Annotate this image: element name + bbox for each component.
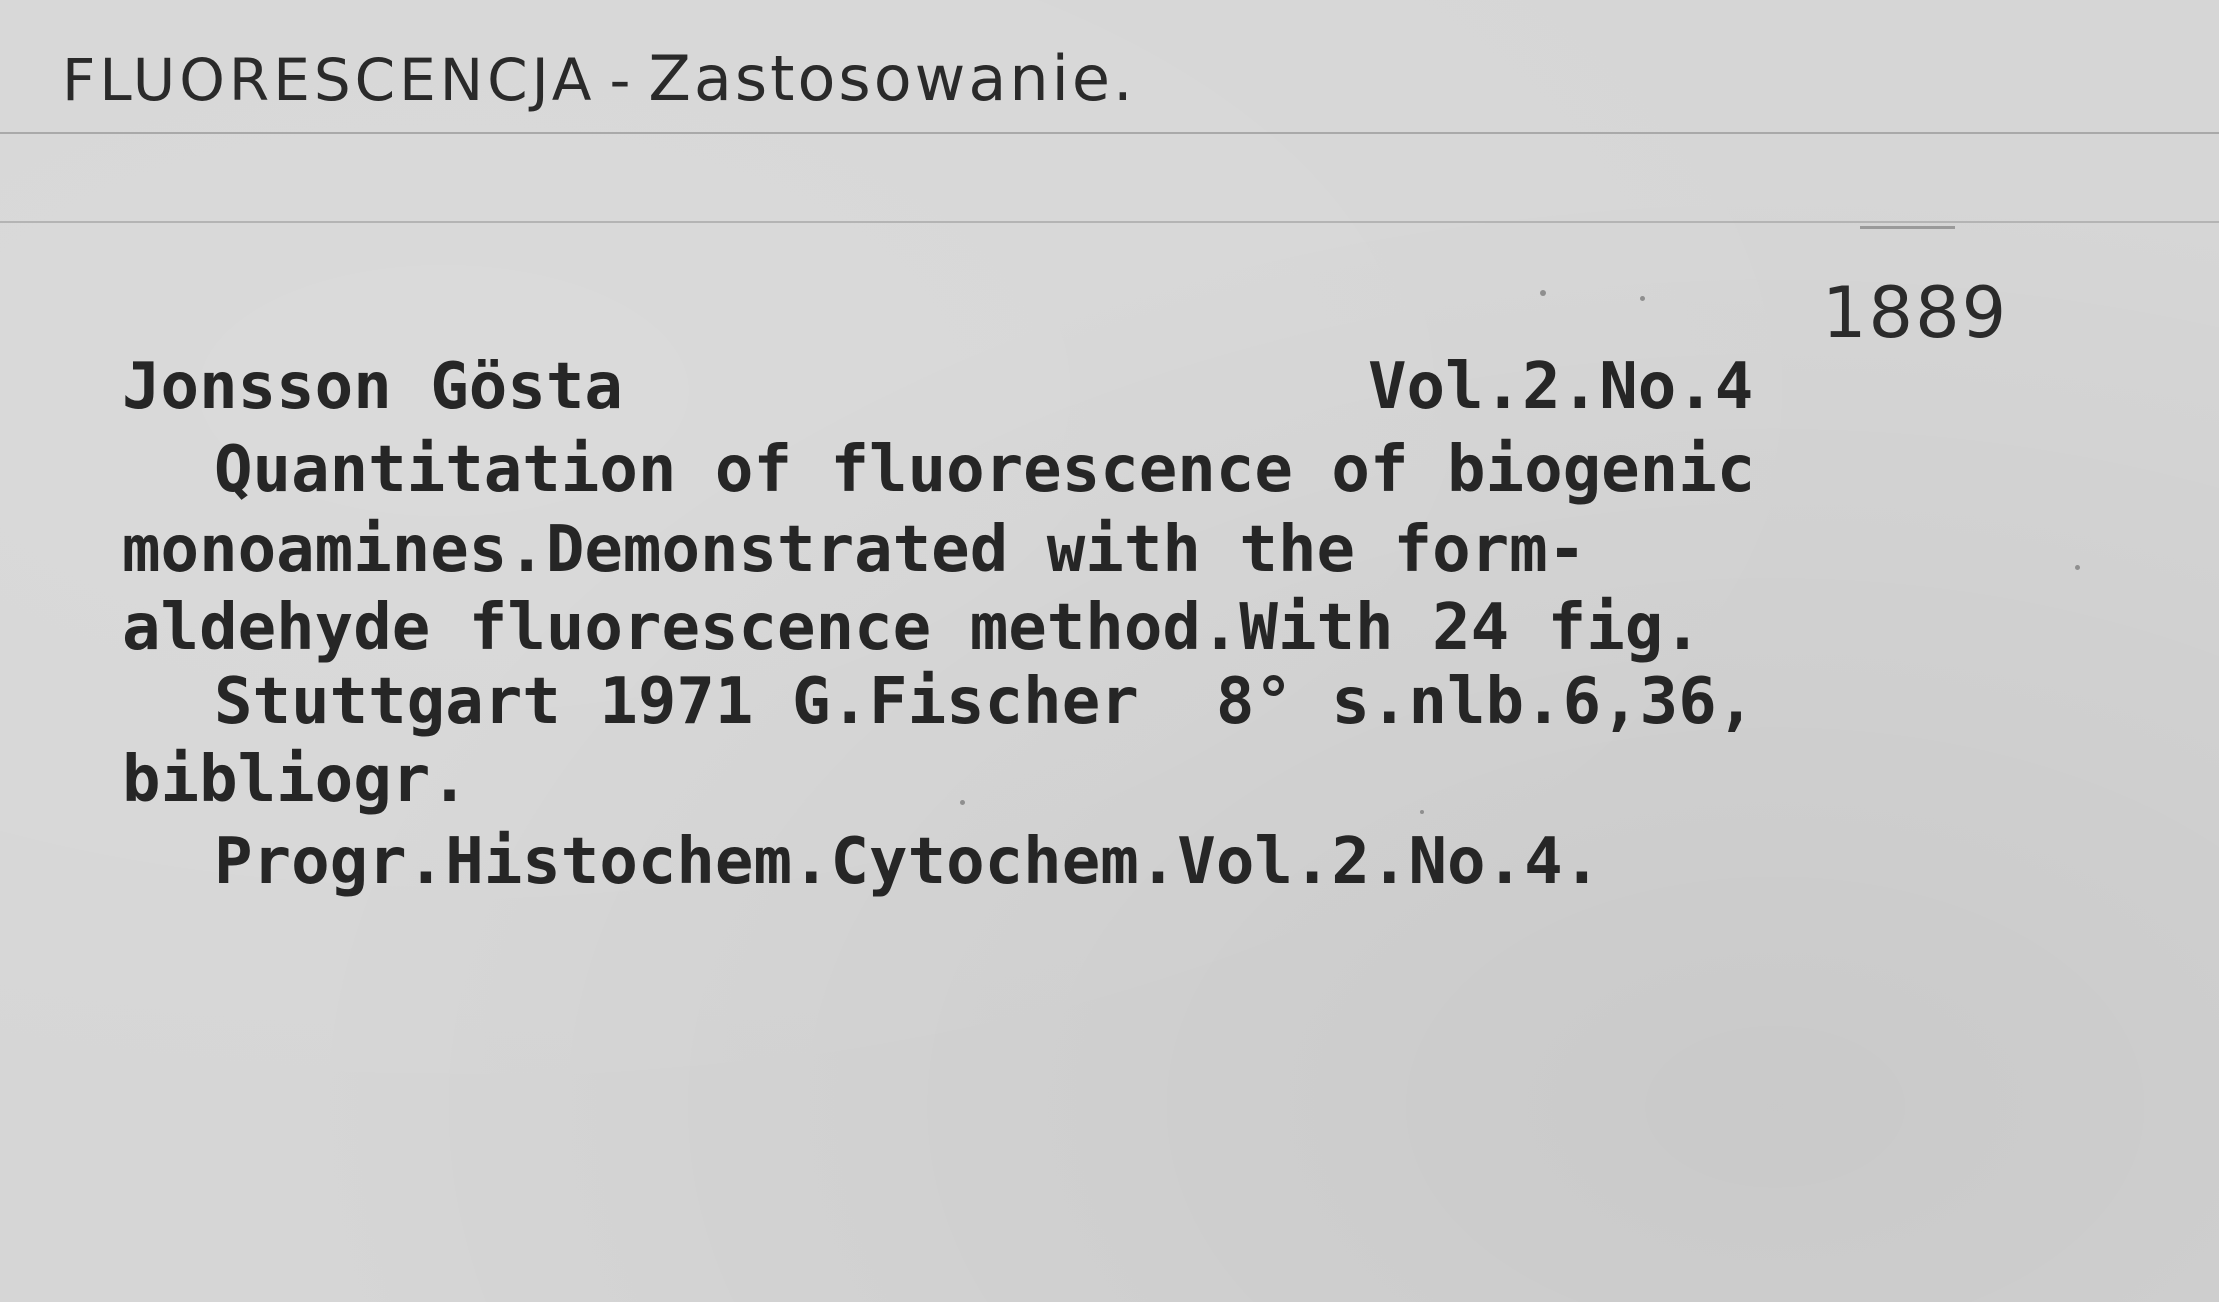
paper-speck: [960, 800, 965, 805]
imprint-line: Stuttgart 1971 G.Fischer 8° s.nlb.6,36,: [214, 665, 1756, 739]
paper-speck: [2075, 565, 2080, 570]
year-annotation: 1889: [1822, 272, 2009, 354]
heading-separator: -: [609, 46, 635, 114]
header-rule: [0, 132, 2219, 134]
title-line-3: aldehyde fluorescence method.With 24 fig.: [122, 591, 1702, 665]
bibliography-note: bibliogr.: [122, 743, 469, 817]
series-line: Progr.Histochem.Cytochem.Vol.2.No.4.: [214, 825, 1602, 899]
paper-speck: [1640, 296, 1645, 301]
volume-reference: Vol.2.No.4: [1368, 350, 1754, 424]
subject-heading: [62, 42, 1136, 115]
short-mark-rule: [1860, 226, 1955, 229]
author-name: Jonsson Gösta: [122, 350, 623, 424]
title-line-1: Quantitation of fluorescence of biogenic: [214, 433, 1756, 507]
divider-rule: [0, 221, 2219, 223]
paper-speck: [1540, 290, 1546, 296]
subject-term: FLUORESCENCJA: [62, 46, 596, 114]
title-line-2: monoamines.Demonstrated with the form-: [122, 513, 1587, 587]
subject-subdivision: Zastosowanie.: [648, 42, 1136, 115]
paper-speck: [1420, 810, 1424, 814]
